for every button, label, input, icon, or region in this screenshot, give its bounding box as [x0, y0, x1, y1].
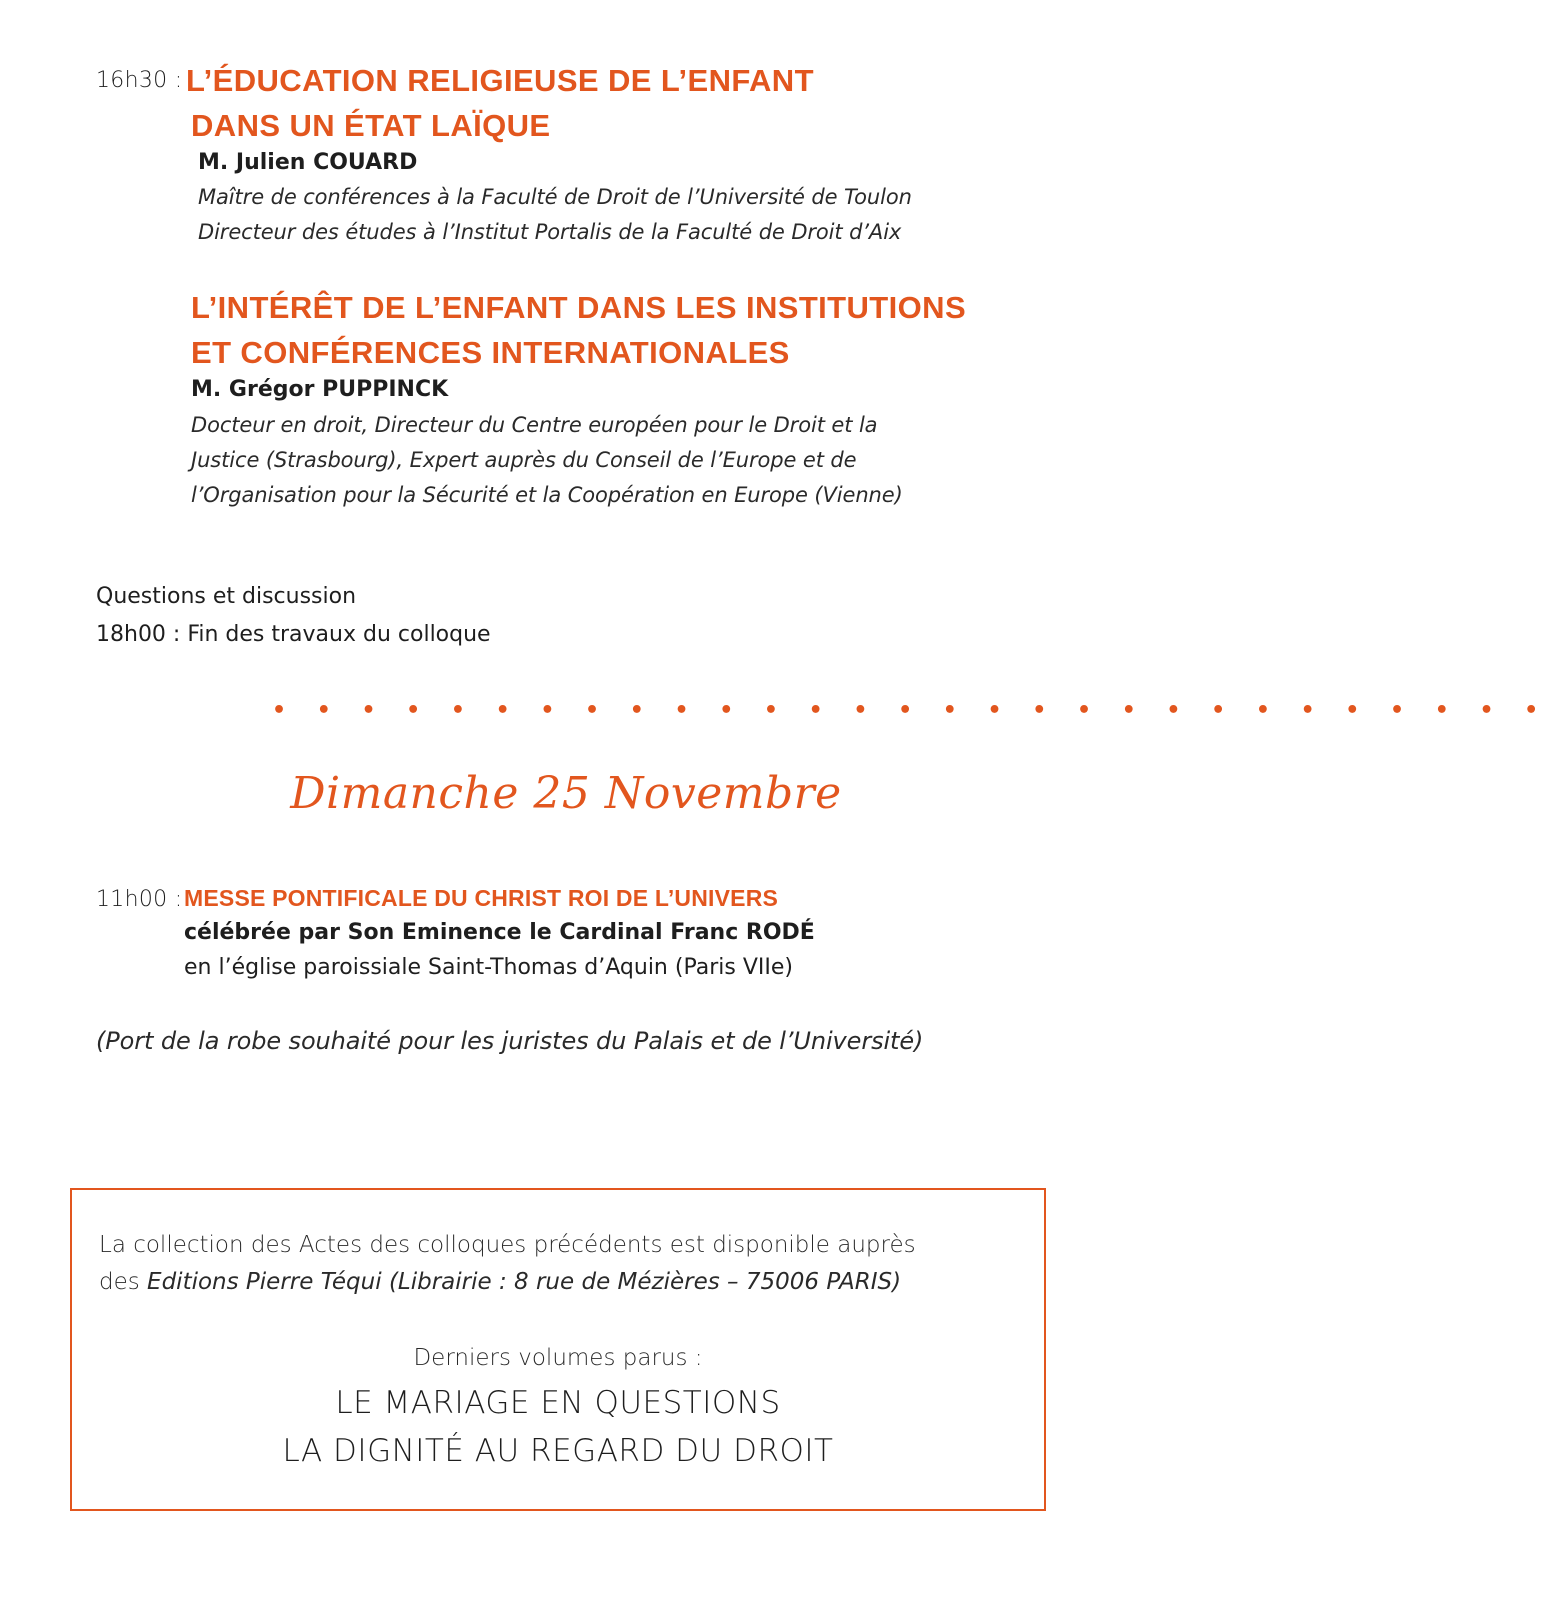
box-line1: La collection des Actes des colloques précédents est disponible auprès	[99, 1232, 916, 1258]
mass-celebrant: célébrée par Son Eminence le Cardinal Franc RODÉ	[184, 920, 815, 945]
publications-box	[70, 1188, 1046, 1511]
talk2-title-line2: ET CONFÉRENCES INTERNATIONALES	[191, 335, 790, 370]
day-heading: Dimanche 25 Novembre	[290, 768, 842, 819]
talk2-speaker: M. Grégor PUPPINCK	[191, 377, 449, 402]
session-time-1630: 16h30 :	[96, 68, 183, 93]
talk1-role-line1: Maître de conférences à la Faculté de Droit de l’Université de Toulon	[198, 185, 912, 209]
talk2-title-line1: L’INTÉRÊT DE L’ENFANT DANS LES INSTITUTIONS	[191, 290, 967, 325]
mass-title: MESSE PONTIFICALE DU CHRIST ROI DE L’UNIVERS	[184, 885, 779, 911]
recent-volumes-label: Derniers volumes parus :	[413, 1345, 703, 1371]
talk2-role-line2: Justice (Strasbourg), Expert auprès du Conseil de l’Europe et de	[191, 448, 857, 472]
box-line2	[99, 1264, 901, 1301]
talk1-speaker: M. Julien COUARD	[198, 150, 418, 175]
talk2-role-line1: Docteur en droit, Directeur du Centre européen pour le Droit et la	[191, 413, 878, 437]
publisher-address: Editions Pierre Téqui (Librairie : 8 rue de Mézières – 75006 PARIS)	[147, 1269, 902, 1295]
book-title-1: LE MARIAGE EN QUESTIONS	[335, 1385, 781, 1421]
end-of-colloquium: 18h00 : Fin des travaux du colloque	[96, 622, 491, 647]
questions-line: Questions et discussion	[96, 584, 357, 609]
dotted-separator: • • • • • • • • • • • • • • • • • • • • • • • • • • • • •	[272, 698, 1550, 723]
dress-note: (Port de la robe souhaité pour les juristes du Palais et de l’Université)	[96, 1027, 924, 1055]
talk1-title-line1: L’ÉDUCATION RELIGIEUSE DE L’ENFANT	[186, 63, 814, 98]
talk2-role-line3: l’Organisation pour la Sécurité et la Coopération en Europe (Vienne)	[191, 483, 903, 507]
book-title-2: LA DIGNITÉ AU REGARD DU DROIT	[282, 1433, 834, 1469]
mass-time: 11h00 :	[96, 887, 183, 912]
box-line2-prefix: des	[99, 1269, 148, 1295]
talk1-role-line2: Directeur des études à l’Institut Portalis de la Faculté de Droit d’Aix	[198, 220, 902, 244]
talk1-title-line2: DANS UN ÉTAT LAÏQUE	[191, 108, 551, 143]
mass-place: en l’église paroissiale Saint-Thomas d’Aquin (Paris VIIe)	[184, 955, 793, 980]
